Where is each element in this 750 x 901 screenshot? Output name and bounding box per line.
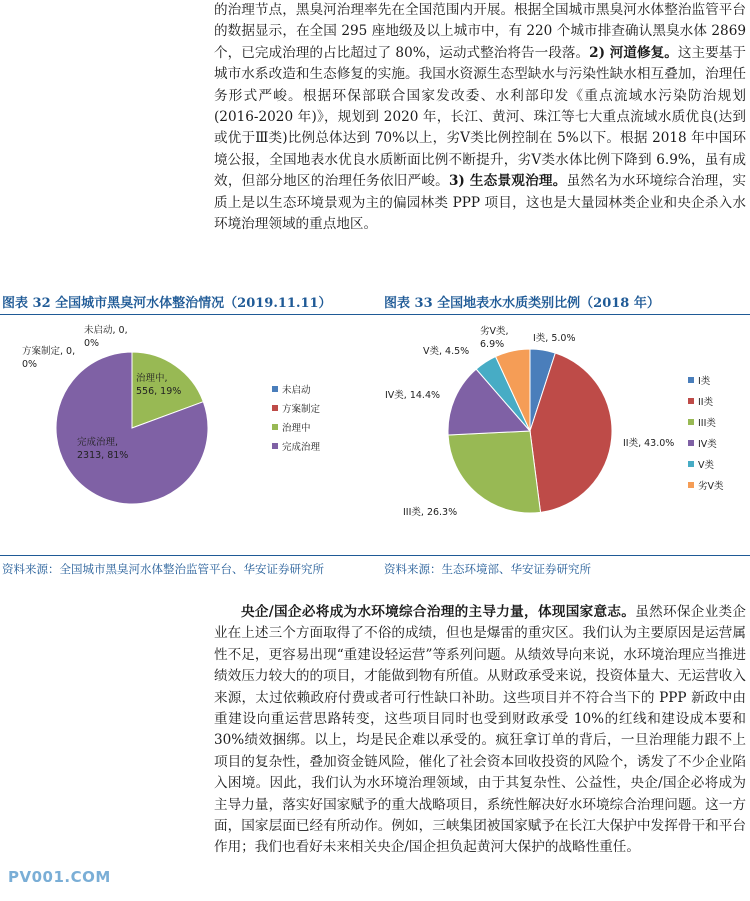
figure-top-rule (0, 314, 750, 315)
pie-data-label (385, 389, 440, 401)
pie-chart-33-svg (383, 318, 750, 552)
pie-chart-heichou-river (0, 318, 382, 552)
legend-swatch (272, 386, 278, 392)
pie-slice (448, 431, 540, 513)
bold-run: 央企/国企必将成为水环境综合治理的主导力量，体现国家意志。 (241, 604, 636, 620)
pie-data-label-line: 未启动, 0, (84, 325, 128, 336)
legend-swatch (272, 405, 278, 411)
text-run: 的治理节点，黑臭河治理率先在全国范围内开展。根据全国城市黑臭河水体整治监管平台的数据显示，在全国 295 座地级及以上城市中，有 220 个城市排查确认黑臭水体 2869 个，已完成治理的占比超过了 80%，运动式整治将告一段落。 (214, 2, 746, 61)
figure-bottom-rule (0, 555, 750, 556)
pie-data-label-line: II类, 43.0% (623, 438, 675, 449)
legend-swatch (688, 377, 694, 383)
pie-data-label-line: 方案制定, 0, (22, 346, 76, 357)
bold-run: 2) 河道修复。 (589, 44, 678, 61)
body-paragraph-top (214, 0, 746, 235)
pie-data-label-line: III类, 26.3% (403, 507, 458, 518)
legend-label: IV类 (698, 439, 717, 450)
watermark: PV001.COM (8, 868, 111, 886)
figure-32-source: 资料来源：全国城市黑臭河水体整治监管平台、华安证券研究所 (2, 562, 324, 576)
pie-data-label-line: V类, 4.5% (423, 346, 470, 357)
pie-data-label-line: I类, 5.0% (533, 333, 576, 344)
legend-swatch (272, 443, 278, 449)
pie-data-label (480, 325, 509, 350)
bold-run: 3) 生态景观治理。 (448, 173, 567, 190)
text-run: 这主要基于城市水系改造和生态修复的实施。我国水资源生态型缺水与污染性缺水相互叠加，治理任务形式严峻。根据环保部联合国家发改委、水利部印发《重点流域水污染防治规划(2016-2020 年)》，规划到 2020 年，长江、黄河、珠江等七大重点流域水质优良(达到或优于Ⅲ类)比例总体达到 70%以上，劣Ⅴ类比例控制在 5%以下。根据 2018 年中国环境公报，全国地表水优良水质断面比例不断提升，劣Ⅴ类水体比例下降到 6.9%，虽有成效，但部分地区的治理任务依旧严峻。 (214, 44, 747, 190)
legend-label: 治理中 (282, 423, 311, 434)
pie-chart-32-svg (0, 318, 382, 552)
pie-data-label (533, 332, 575, 344)
legend-label: 劣V类 (698, 481, 724, 492)
legend-label: V类 (698, 460, 714, 471)
pie-chart-water-quality (383, 318, 750, 552)
pie-data-label (84, 324, 128, 349)
legend-label: 方案制定 (282, 404, 321, 415)
text-run: 虽然名为水环境综合治理，实质上是以生态环境景观为主的偏园林类 PPP 项目，这也是大量园林类企业和央企杀入水环境治理领域的重点地区。 (214, 173, 747, 233)
pie-data-label-line: 556, 19% (136, 386, 182, 397)
pie-data-label (623, 437, 674, 449)
figure-33-title: 图表 33 全国地表水水质类别比例（2018 年） (384, 296, 660, 311)
legend-label: III类 (698, 418, 716, 429)
pie-data-label-line: 劣V类, (480, 326, 509, 337)
pie-data-label-line: 治理中, (136, 373, 168, 384)
pie-data-label (403, 506, 457, 518)
pie-data-label-line: 0% (84, 338, 100, 349)
legend-swatch (688, 461, 694, 467)
legend-label: II类 (698, 397, 714, 408)
text-run: 虽然环保企业类企业在上述三个方面取得了不俗的成绩，但也是爆雷的重灾区。我们认为主要原因是运营属性不足，更容易出现“重建设轻运营”等系列问题。从绩效导向来说，水环境治理应当推进绩效压力较大的的项目，才能做到物有所值。从财政承受来说，投资体量大、无运营收入来源，太过依赖政府付费或者可行性缺口补助。这些项目并不符合当下的 PPP 新政中由重建设向重运营思路转变，这些项目同时也受到财政承受 10%的红线和建设成本要和 30%绩效捆绑。以上，均是民企难以承受的。疯狂拿订单的背后，一旦治理能力跟不上项目的复杂性，叠加资金链风险，催化了社会资本回收投资的风险个，诱发了不少企业陷入困境。因此，我们认为水环境治理领域，由于其复杂性、公益性，央企/国企必将成为主导力量，落实好国家赋予的重大战略项目，系统性解决好水环境综合治理问题。这一方面，国家层面已经有所动作。例如，三峡集团被国家赋予在长江大保护中发挥骨干和平台作用；我们也看好未来相关央企/国企担负起黄河大保护的战略性重任。 (214, 604, 747, 856)
figure-32-title: 图表 32 全国城市黑臭河水体整治情况（2019.11.11） (2, 296, 332, 311)
pie-data-label-line: 完成治理, (77, 437, 119, 448)
pie-data-label-line: IV类, 14.4% (385, 390, 441, 401)
legend-label: 完成治理 (282, 442, 321, 453)
body-paragraph-bottom (214, 602, 746, 859)
legend-label: 未启动 (282, 385, 311, 396)
legend-label: I类 (698, 376, 711, 387)
figure-33-source: 资料来源：生态环境部、华安证券研究所 (384, 562, 591, 576)
legend-swatch (688, 419, 694, 425)
pie-data-label (423, 345, 469, 357)
legend-swatch (688, 440, 694, 446)
pie-data-label (22, 345, 75, 370)
pie-data-label-line: 2313, 81% (77, 450, 129, 461)
legend-swatch (272, 424, 278, 430)
legend-swatch (688, 398, 694, 404)
pie-data-label-line: 0% (22, 359, 38, 370)
legend-swatch (688, 482, 694, 488)
pie-data-label-line: 6.9% (480, 339, 505, 350)
